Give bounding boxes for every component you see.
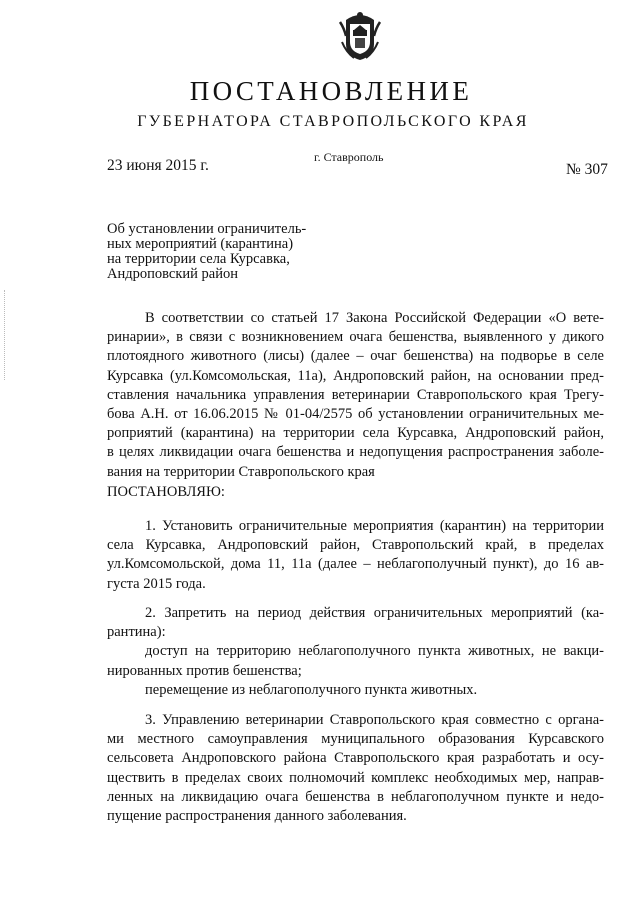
issuer-subtitle: ГУБЕРНАТОРА СТАВРОПОЛЬСКОГО КРАЯ: [137, 113, 529, 130]
document-number: № 307: [566, 161, 608, 178]
item-1-line: села Курсавка, Андроповский район, Ставропольский край, в пределах: [107, 537, 604, 554]
item-1-line: 1. Установить ограничительные мероприятия (карантин) на территории: [145, 518, 604, 534]
decree-heading: ПОСТАНОВЛЯЮ:: [107, 484, 225, 500]
item-2-line: 2. Запретить на период действия ограничительных мероприятий (ка-: [145, 605, 604, 621]
subject-line: ных мероприятий (карантина): [107, 236, 294, 252]
item-3-line: сельсовета Андроповского района Ставропольского края разработать и осу-: [107, 750, 604, 767]
preamble-line: ставления начальника управления ветеринарии Ставропольского края Трегу-: [107, 386, 604, 403]
item-3-line: 3. Управлению ветеринарии Ставропольского края совместно с органа-: [145, 712, 604, 728]
preamble-line: бова А.Н. от 16.06.2015 № 01-04/2575 об установлении ограничительных ме-: [107, 406, 604, 423]
issue-city: г. Ставрополь: [314, 150, 384, 164]
preamble-line: плотоядного животного (лисы) (далее – очаг бешенства) на подворье в селе: [107, 348, 604, 365]
document-subject: [107, 222, 337, 282]
subject-line: Андроповский район: [107, 266, 238, 282]
item-2-sub2-line: перемещение из неблагополучного пункта животных.: [145, 681, 478, 698]
subject-line: на территории села Курсавка,: [107, 251, 290, 267]
item-2-sub1-line: нированных против бешенства;: [107, 662, 302, 679]
issue-date: 23 июня 2015 г.: [107, 157, 209, 174]
stavropol-coat-of-arms-icon: [338, 8, 382, 62]
item-2-line: рантина):: [107, 624, 166, 641]
item-2-paragraph: [107, 604, 604, 700]
preamble-paragraph: [107, 309, 604, 482]
item-3-line: ществить в пределах своих полномочий комплекс необходимых мер, направ-: [107, 769, 604, 786]
preamble-line: ринарии», в связи с возникновением очага бешенства, выявленного у дикого: [107, 329, 604, 346]
preamble-line: Курсавка (ул.Комсомольская, 11а), Андроповский район, на основании пред-: [107, 367, 604, 384]
item-3-line: пущение распространения данного заболевания.: [107, 808, 407, 825]
item-3-paragraph: [107, 711, 604, 826]
item-3-line: ленных на ликвидацию очага бешенства в неблагополучном пункте и недо-: [107, 788, 604, 805]
item-1-paragraph: [107, 517, 604, 594]
preamble-line: роприятий (карантина) на территории села Курсавка, Андроповский район,: [107, 425, 604, 442]
document-title: ПОСТАНОВЛЕНИЕ: [189, 76, 473, 106]
preamble-line: в целях ликвидации очага бешенства и недопущения распространения заболе-: [107, 444, 604, 461]
item-3-line: ми местного самоуправления муниципального образования Курсавского: [107, 731, 604, 748]
subject-line: Об установлении ограничитель-: [107, 221, 307, 237]
item-2-sub1-line: доступ на территорию неблагополучного пункта животных, не вакци-: [145, 643, 604, 660]
preamble-line: В соответствии со статьей 17 Закона Российской Федерации «О вете-: [145, 310, 604, 326]
item-1-line: ул.Комсомольской, дома 11, 11а (далее – неблагополучный пункт), до 16 ав-: [107, 556, 604, 573]
item-1-line: густа 2015 года.: [107, 575, 206, 592]
preamble-line: вания на территории Ставропольского края: [107, 463, 375, 480]
scan-margin-marks: [4, 290, 7, 380]
